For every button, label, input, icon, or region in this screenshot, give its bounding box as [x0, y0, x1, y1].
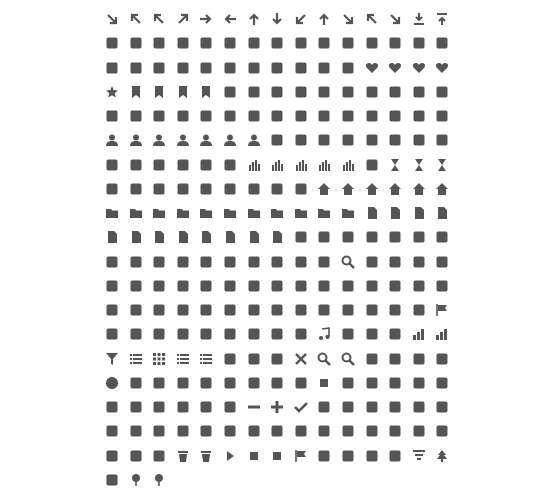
undo-icon [365, 85, 379, 99]
chat-icon [199, 279, 213, 293]
arrow-down-right-icon [341, 12, 355, 26]
printer-icon [223, 303, 237, 317]
robot-icon [270, 133, 284, 147]
castle-icon [388, 133, 402, 147]
document-icon [129, 230, 143, 244]
home-icon [365, 182, 379, 196]
save-icon [341, 303, 355, 317]
folder-icon [223, 206, 237, 220]
user-icon [105, 133, 119, 147]
pin-icon [152, 473, 166, 487]
grid-icon [152, 352, 166, 366]
user-icon [152, 133, 166, 147]
castle-icon [317, 133, 331, 147]
mug-icon [223, 255, 237, 269]
keyboard-icon [341, 424, 355, 438]
document-icon [176, 230, 190, 244]
music-icon [317, 327, 331, 341]
flask-icon [129, 182, 143, 196]
pencil-icon [365, 449, 379, 463]
dice-icon [365, 400, 379, 414]
upload-circle-icon [152, 376, 166, 390]
tag-icon [247, 85, 261, 99]
play-icon [223, 449, 237, 463]
mobile-icon [435, 376, 449, 390]
home-icon [341, 182, 355, 196]
upload-icon [435, 12, 449, 26]
link-icon [412, 352, 426, 366]
save-icon [317, 303, 331, 317]
zoom-in-icon [317, 352, 331, 366]
pill-icon [365, 376, 379, 390]
key-icon [270, 424, 284, 438]
book-icon [129, 449, 143, 463]
video-icon [199, 327, 213, 341]
document-icon [365, 206, 379, 220]
circle-icon [105, 376, 119, 390]
box-icon [317, 400, 331, 414]
superman-icon [105, 473, 119, 487]
user-icon [223, 133, 237, 147]
chat-icon [294, 279, 308, 293]
hourglass-icon [435, 158, 449, 172]
monitor-icon [152, 303, 166, 317]
user-icon [247, 133, 261, 147]
monitor-icon [129, 303, 143, 317]
pill-icon [388, 376, 402, 390]
clock-icon [247, 376, 261, 390]
document-icon [247, 230, 261, 244]
bookmark-icon [176, 85, 190, 99]
castle-icon [365, 133, 379, 147]
folder-icon [294, 206, 308, 220]
chat-icon [365, 279, 379, 293]
number-one-icon [223, 400, 237, 414]
home-icon [412, 182, 426, 196]
pencil-icon [105, 109, 119, 123]
stop-icon [247, 449, 261, 463]
arrow-up-right-icon [176, 12, 190, 26]
chart-icon [412, 327, 426, 341]
pencil-icon [247, 109, 261, 123]
bell-icon [412, 424, 426, 438]
compress-icon [176, 36, 190, 50]
plus-icon [270, 400, 284, 414]
film-icon [129, 327, 143, 341]
mail-open-icon [435, 400, 449, 414]
credit-card-icon [129, 424, 143, 438]
arrow-up-left-icon [152, 12, 166, 26]
chat-icon [317, 279, 331, 293]
bar-chart-icon [270, 158, 284, 172]
fullscreen-icon [247, 36, 261, 50]
mail-icon [152, 400, 166, 414]
pencil-icon [199, 109, 213, 123]
briefcase-icon [365, 230, 379, 244]
syringe-icon [176, 182, 190, 196]
mug-icon [129, 255, 143, 269]
printer-icon [199, 303, 213, 317]
switch-icon [105, 36, 119, 50]
calendar-icon [105, 400, 119, 414]
bar-chart-icon [317, 158, 331, 172]
microphone-icon [223, 327, 237, 341]
tree-icon [435, 449, 449, 463]
robot-icon [412, 133, 426, 147]
tag-icon [223, 85, 237, 99]
mug-icon [176, 255, 190, 269]
card-icon [105, 424, 119, 438]
arrow-left-icon [223, 12, 237, 26]
inbox-icon [317, 61, 331, 75]
left-circle-icon [176, 376, 190, 390]
eyedropper-icon [365, 109, 379, 123]
folder-icon [105, 206, 119, 220]
bar-chart-icon [341, 158, 355, 172]
exchange-icon [317, 36, 331, 50]
brush-icon [435, 109, 449, 123]
download-tray-icon [223, 61, 237, 75]
minus-icon [247, 400, 261, 414]
trash-icon [199, 449, 213, 463]
pencil-icon [270, 109, 284, 123]
download-icon [412, 12, 426, 26]
chat-icon [270, 279, 284, 293]
pencil-icon [152, 109, 166, 123]
bookmark-icon [129, 85, 143, 99]
exchange-icon [341, 36, 355, 50]
mail-icon [129, 400, 143, 414]
pencil-icon [388, 449, 402, 463]
zoom-out-icon [341, 352, 355, 366]
face-icon [176, 158, 190, 172]
swap-icon [105, 61, 119, 75]
sparkle-icon [365, 327, 379, 341]
document-icon [223, 230, 237, 244]
ruler-icon [341, 327, 355, 341]
ghost-icon [223, 158, 237, 172]
mug-icon [270, 255, 284, 269]
volume-icon [270, 327, 284, 341]
arrow-down-right-icon [388, 12, 402, 26]
document-icon [152, 230, 166, 244]
face-icon [105, 158, 119, 172]
document-icon [435, 206, 449, 220]
search-icon [341, 255, 355, 269]
shield-icon [435, 255, 449, 269]
keyboard-icon [435, 230, 449, 244]
pencil-icon [294, 109, 308, 123]
list-icon [129, 352, 143, 366]
layout-icon [270, 352, 284, 366]
robot-icon [435, 133, 449, 147]
stop-icon [270, 449, 284, 463]
signpost-icon [388, 303, 402, 317]
pencil-icon [223, 109, 237, 123]
document-icon [412, 206, 426, 220]
sort-icon [176, 61, 190, 75]
chat-icon [247, 279, 261, 293]
gear-icon [435, 85, 449, 99]
document-icon [199, 230, 213, 244]
block-icon [365, 352, 379, 366]
list-icon [199, 352, 213, 366]
chat-icon [341, 279, 355, 293]
mug-icon [199, 255, 213, 269]
cube-icon [152, 424, 166, 438]
inbox-icon [270, 61, 284, 75]
camera-icon [152, 327, 166, 341]
checker-icon [435, 352, 449, 366]
mug-icon [105, 255, 119, 269]
pie-chart-icon [176, 400, 190, 414]
book-icon [105, 449, 119, 463]
folder-icon [176, 206, 190, 220]
chat-icon [388, 279, 402, 293]
heart-icon [365, 61, 379, 75]
layout-icon [223, 352, 237, 366]
chip-icon [365, 303, 379, 317]
expand-icon [152, 36, 166, 50]
bandage-icon [270, 182, 284, 196]
list-icon [176, 352, 190, 366]
face-icon [129, 158, 143, 172]
quote-icon [294, 230, 308, 244]
upload-tray-icon [247, 61, 261, 75]
layout-icon [247, 352, 261, 366]
star-icon [105, 85, 119, 99]
equalizer-icon [247, 327, 261, 341]
user-icon [199, 133, 213, 147]
refresh-icon [199, 61, 213, 75]
tag-icon [270, 85, 284, 99]
mug-icon [152, 255, 166, 269]
minus-circle-icon [223, 376, 237, 390]
pin-icon [129, 473, 143, 487]
mug-icon [294, 255, 308, 269]
folder-icon [247, 206, 261, 220]
gear-icon [412, 85, 426, 99]
document-icon [270, 230, 284, 244]
folder-icon [129, 206, 143, 220]
bar-chart-icon [294, 158, 308, 172]
move-icon [294, 36, 308, 50]
terminal-icon [270, 303, 284, 317]
home-icon [435, 182, 449, 196]
battery-icon [341, 376, 355, 390]
chat-icon [412, 279, 426, 293]
briefcase-icon [317, 230, 331, 244]
inbox-icon [294, 61, 308, 75]
key-icon [247, 424, 261, 438]
terminal-icon [294, 303, 308, 317]
filter-icon [105, 352, 119, 366]
plus-circle-icon [294, 376, 308, 390]
arrow-right-icon [199, 12, 213, 26]
monitor-icon [105, 303, 119, 317]
face-icon [152, 158, 166, 172]
shuffle-icon [412, 36, 426, 50]
pixel-icon [341, 85, 355, 99]
arrow-up-left-icon [129, 12, 143, 26]
lock-icon [199, 424, 213, 438]
eyedropper-icon [388, 109, 402, 123]
download-circle-icon [129, 376, 143, 390]
chat-icon [152, 279, 166, 293]
film-icon [105, 327, 119, 341]
ghost-icon [199, 158, 213, 172]
chat-icon [129, 279, 143, 293]
tools-icon [412, 255, 426, 269]
folder-icon [152, 206, 166, 220]
keyboard-icon [317, 424, 331, 438]
hourglass-icon [412, 158, 426, 172]
share-icon [199, 36, 213, 50]
bookmark-icon [199, 85, 213, 99]
bookmark-icon [152, 85, 166, 99]
swap-icon [129, 61, 143, 75]
hammer-icon [388, 327, 402, 341]
tag-icon [317, 255, 331, 269]
robot-icon [294, 133, 308, 147]
folder-icon [317, 206, 331, 220]
briefcase-icon [341, 230, 355, 244]
presentation-icon [365, 158, 379, 172]
sort-icon [152, 61, 166, 75]
trash-icon [176, 449, 190, 463]
ribbon-icon [317, 449, 331, 463]
chat-icon [223, 279, 237, 293]
heart-icon [388, 61, 402, 75]
right-circle-icon [199, 376, 213, 390]
compress-icon [341, 449, 355, 463]
pill-icon [223, 182, 237, 196]
folder-icon [270, 206, 284, 220]
pencil-icon [176, 109, 190, 123]
book-icon [152, 449, 166, 463]
mug-icon [247, 255, 261, 269]
window-icon [388, 352, 402, 366]
funnel-icon [412, 449, 426, 463]
arrow-up-left-icon [365, 12, 379, 26]
bar-chart-icon [247, 158, 261, 172]
magnet-icon [365, 255, 379, 269]
folder-icon [199, 206, 213, 220]
camera-icon [176, 327, 190, 341]
user-icon [176, 133, 190, 147]
dice-icon [388, 400, 402, 414]
collapse-icon [270, 36, 284, 50]
wrench-icon [223, 424, 237, 438]
arrow-down-icon [270, 12, 284, 26]
bandage-icon [294, 182, 308, 196]
close-circle-icon [270, 376, 284, 390]
user-icon [129, 133, 143, 147]
chat-icon [435, 279, 449, 293]
pill-icon [412, 376, 426, 390]
badge-icon [412, 400, 426, 414]
volume-icon [294, 327, 308, 341]
flag-icon [435, 303, 449, 317]
arrow-up-icon [317, 12, 331, 26]
tombstone-icon [388, 424, 402, 438]
brush-icon [412, 109, 426, 123]
briefcase-icon [412, 230, 426, 244]
shuffle-icon [365, 36, 379, 50]
bandage-icon [247, 182, 261, 196]
eraser-icon [341, 109, 355, 123]
medical-icon [105, 182, 119, 196]
box-icon [341, 400, 355, 414]
phone-icon [388, 255, 402, 269]
briefcase-icon [388, 230, 402, 244]
arrow-up-icon [247, 12, 261, 26]
pencil-icon [129, 109, 143, 123]
check-icon [294, 400, 308, 414]
arrow-down-right-icon [105, 12, 119, 26]
bell-icon [435, 424, 449, 438]
heart-icon [435, 61, 449, 75]
chat-icon [105, 279, 119, 293]
number-one-icon [199, 400, 213, 414]
twitter-icon [294, 85, 308, 99]
castle-icon [341, 133, 355, 147]
signpost-icon [412, 303, 426, 317]
heart-icon [412, 61, 426, 75]
facebook-icon [317, 85, 331, 99]
monitor-icon [176, 303, 190, 317]
arrows-icon [129, 36, 143, 50]
document-icon [388, 206, 402, 220]
code-icon [247, 303, 261, 317]
lock-icon [176, 424, 190, 438]
tape-icon [365, 424, 379, 438]
add-circle-icon [199, 182, 213, 196]
fullscreen-icon [223, 36, 237, 50]
flag-icon [294, 449, 308, 463]
close-icon [294, 352, 308, 366]
chart-icon [435, 327, 449, 341]
flask-icon [152, 182, 166, 196]
shuffle-icon [388, 36, 402, 50]
merge-icon [435, 36, 449, 50]
folder-icon [341, 206, 355, 220]
home-icon [317, 182, 331, 196]
hourglass-icon [388, 158, 402, 172]
eraser-icon [317, 109, 331, 123]
home-icon [388, 182, 402, 196]
stop-icon [317, 376, 331, 390]
mail-open-icon [341, 61, 355, 75]
chat-icon [176, 279, 190, 293]
arrow-down-left-icon [294, 12, 308, 26]
redo-icon [388, 85, 402, 99]
document-icon [105, 230, 119, 244]
keyboard-icon [294, 424, 308, 438]
